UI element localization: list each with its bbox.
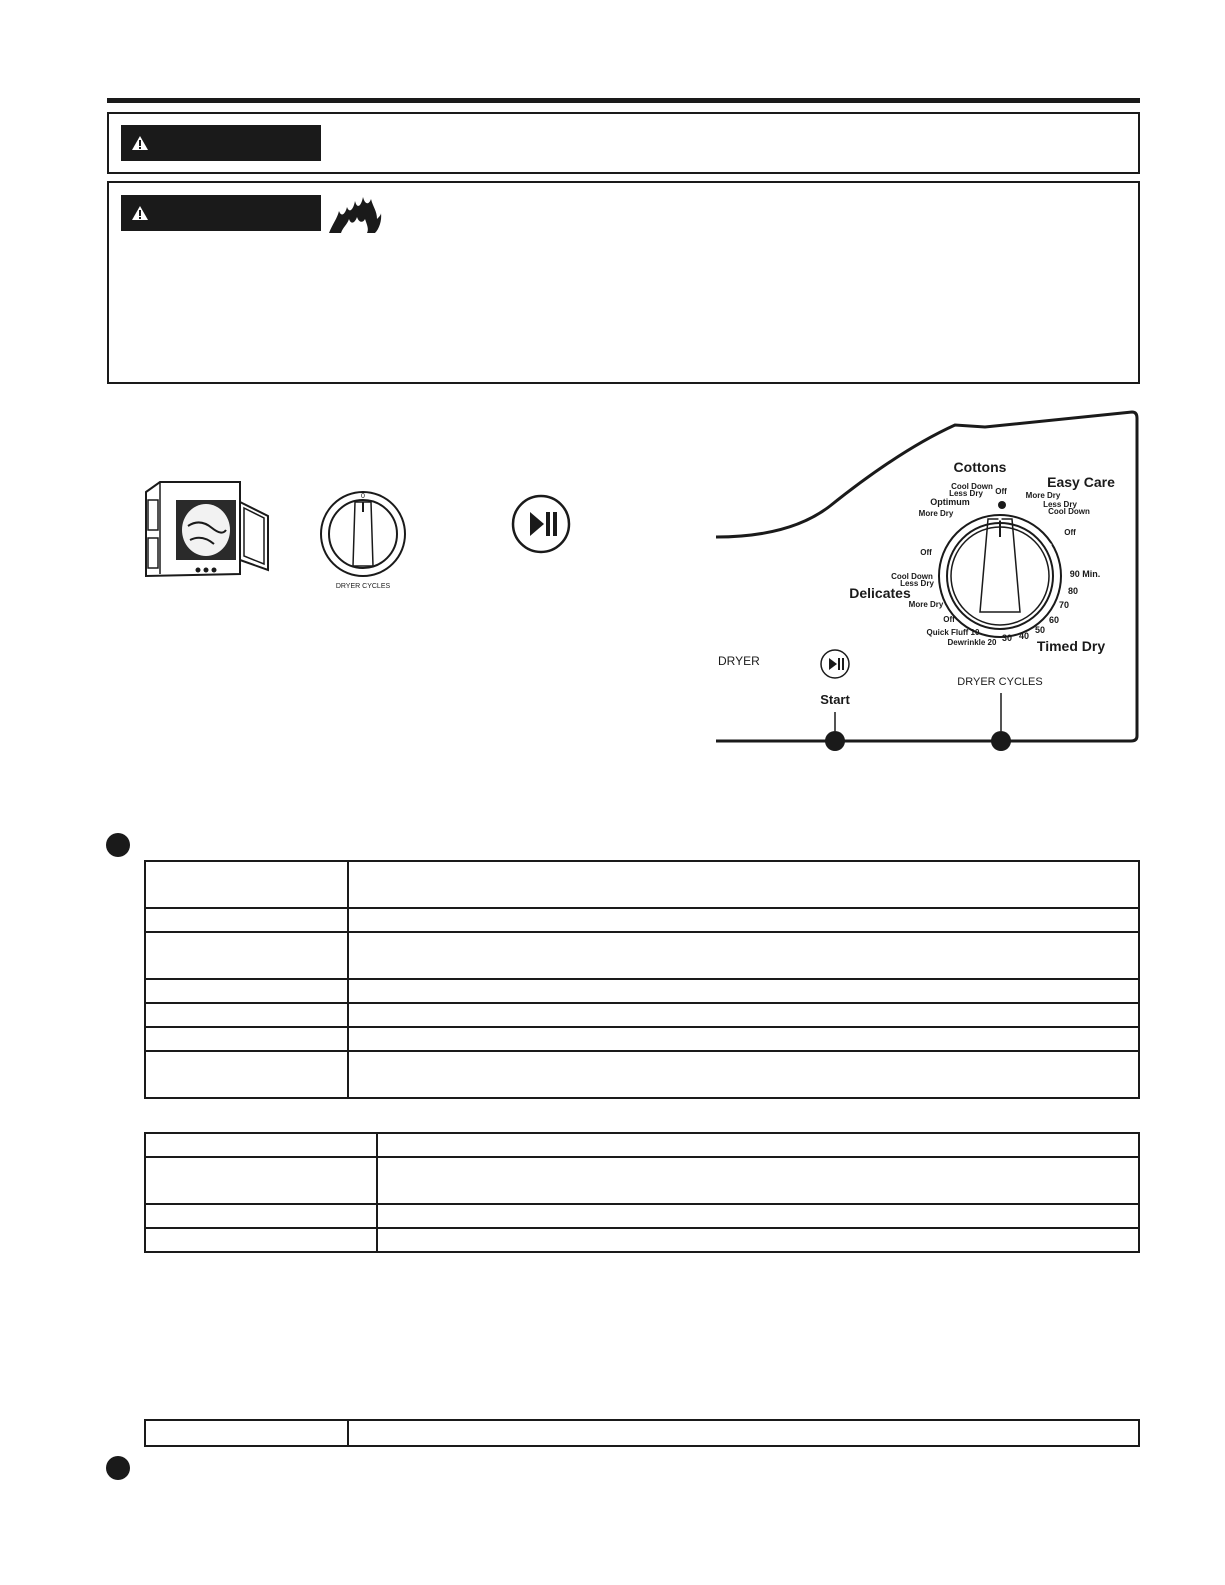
timed-80: 80 [1067, 586, 1079, 596]
timed-dewrinkle: Dewrinkle 20 [947, 638, 997, 647]
callout-dot-start [825, 731, 845, 751]
table-row [145, 861, 1139, 908]
table-row [145, 1027, 1139, 1051]
panel-dial-caption: DRYER CYCLES [957, 676, 1043, 688]
dryer-open-door-illustration [140, 478, 275, 586]
delicates-less-dry: Less Dry [900, 579, 934, 588]
easy-care-cool-down: Cool Down [1048, 507, 1090, 516]
table-row [145, 932, 1139, 979]
timed-70: 70 [1058, 600, 1070, 610]
table-row [145, 1420, 1139, 1446]
delicates-off-top: Off [920, 548, 932, 557]
cycle-easy-care: Easy Care [1047, 474, 1115, 490]
warning-label-1 [121, 125, 321, 161]
warning-triangle-icon [131, 135, 149, 151]
warning-box-1 [107, 112, 1140, 174]
cottons-optimum: Optimum [930, 497, 970, 507]
table-row [145, 1228, 1139, 1252]
top-rule [107, 98, 1140, 103]
section-bullet-2 [106, 1456, 130, 1480]
easy-care-more-dry: More Dry [1025, 491, 1061, 500]
cycle-table-3 [144, 1419, 1140, 1447]
cycle-table-1 [144, 860, 1140, 1099]
timed-90: 90 Min. [1069, 569, 1101, 579]
table-row [145, 1003, 1139, 1027]
cycle-table-2 [144, 1132, 1140, 1253]
fire-icon [327, 193, 383, 235]
easy-care-less-dry: Less Dry [1043, 500, 1077, 509]
table-row [145, 1204, 1139, 1228]
cycle-timed-dry: Timed Dry [1036, 638, 1106, 654]
knob-mark: 0 [361, 493, 365, 500]
table-row [145, 979, 1139, 1003]
delicates-more-dry: More Dry [908, 600, 944, 609]
dryer-cycles-dial[interactable] [939, 515, 1061, 637]
cottons-off: Off [995, 487, 1007, 496]
cycle-knob-illustration [317, 488, 409, 592]
easy-care-off: Off [1064, 528, 1076, 537]
section-bullet-1 [106, 833, 130, 857]
warning-box-2 [107, 181, 1140, 384]
table-row [145, 1157, 1139, 1204]
timed-30: 30 [1001, 633, 1013, 643]
cottons-cool-down: Cool Down [951, 482, 993, 491]
timed-50: 50 [1034, 625, 1046, 635]
panel-dryer-label: DRYER [718, 654, 760, 668]
timed-60: 60 [1048, 615, 1060, 625]
timed-quick-fluff: Quick Fluff 10 [926, 628, 980, 637]
control-panel-illustration [700, 400, 1150, 780]
cycle-delicates: Delicates [849, 585, 911, 601]
panel-start-label: Start [820, 692, 850, 707]
cottons-more-dry: More Dry [918, 509, 954, 518]
start-pause-icon [510, 493, 572, 555]
cottons-less-dry: Less Dry [949, 489, 983, 498]
warning-label-2 [121, 195, 321, 231]
warning-triangle-icon [131, 205, 149, 221]
delicates-cool-down: Cool Down [891, 572, 933, 581]
panel-start-button[interactable] [821, 650, 849, 678]
cycle-cottons: Cottons [953, 459, 1007, 475]
knob-caption: DRYER CYCLES [335, 583, 391, 590]
table-row [145, 1051, 1139, 1098]
callout-dot-dial [991, 731, 1011, 751]
delicates-off-bottom: Off [943, 615, 955, 624]
timed-40: 40 [1018, 631, 1030, 641]
table-row [145, 908, 1139, 932]
table-row [145, 1133, 1139, 1157]
